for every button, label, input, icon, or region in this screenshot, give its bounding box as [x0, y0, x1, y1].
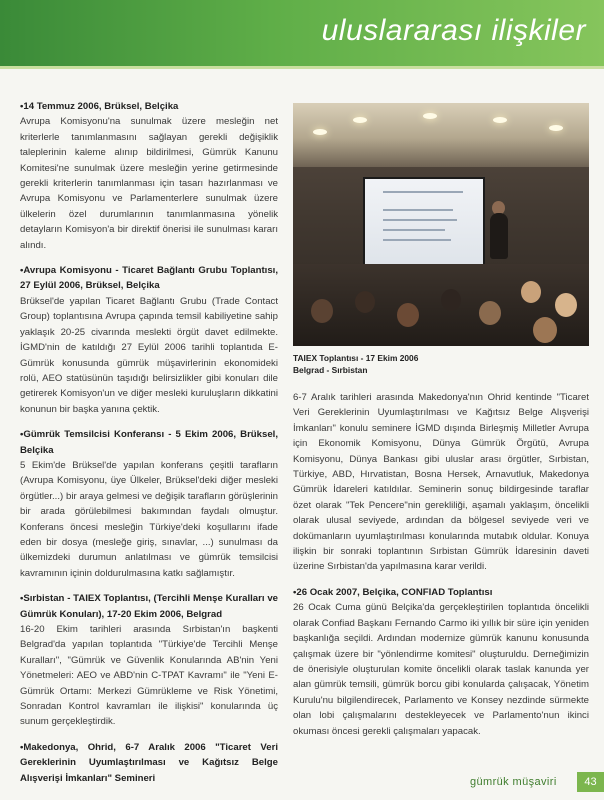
entry-title: •26 Ocak 2007, Belçika, CONFIAD Toplantısı [293, 586, 493, 598]
news-entry [20, 740, 278, 786]
news-entry [293, 585, 589, 739]
ceiling-light [353, 117, 367, 123]
news-entry [20, 591, 278, 730]
audience-head [555, 293, 577, 317]
caption-line-event: TAIEX Toplantısı - 17 Ekim 2006 [293, 353, 419, 363]
magazine-name: gümrük müşaviri [470, 776, 557, 788]
news-entry [293, 390, 589, 575]
audience-head [397, 303, 419, 327]
projection-screen [363, 177, 485, 267]
entry-body: Brüksel'de yapılan Ticaret Bağlantı Grubu (Trade Contact Group) toplantısına Avrupa çapında temsil kabiliyetine sahip yaklaşık 20-25 civarında meslekti örgüt davet edilmekte. İGMD'nin de katıldığı 27 Eylül 2006 tarihli toplantıda E-Gümrük konusunda gümrük müşavirlerinin ekonomideki rolü, AEO statüsünün taşıdığı belirsizlikler gibi konuları dile getirerek Komisyon'un ve diğer mesleki kuruluşların dikkatini konunun bir başka yanına çektik. [20, 295, 278, 415]
entry-body: 16-20 Ekim tarihleri arasında Sırbistan'ın başkenti Belgrad'da yapılan toplantıda "Türkiye'de Tercihli Menşe Kuralları", "Gümrük ve Güvenlik Konularında AB'nin Yeni Yönetmeleri: AEO ve ABD'nin C-TPAT Kavramı" ile "Yeni E-Gümrük Ortamı: Merkezi Gümrükleme ve Risk Yönetimi, Sonradan Kontrol kavramları ile ilişkisi" konularında üç sunum gerçekleştirdik. [20, 624, 278, 728]
entry-title: •14 Temmuz 2006, Brüksel, Belçika [20, 101, 179, 112]
audience-head [311, 299, 333, 323]
section-header-banner [0, 0, 604, 66]
speaker-figure [490, 213, 508, 259]
page-number: 43 [577, 772, 604, 792]
photo-ceiling [293, 103, 589, 167]
news-entry [20, 263, 278, 417]
photo-caption [293, 352, 418, 376]
entry-title: •Gümrük Temsilcisi Konferansı - 5 Ekim 2006, Brüksel, Belçika [20, 429, 278, 456]
entry-body: 6-7 Aralık tarihleri arasında Makedonya'nın Ohrid kentinde "Ticaret Veri Gereklerinin Uyumlaştırılması ve Kağıtsız Belge Alışverişi İmkanları" konulu seminere İGMD dışında Birleşmiş Milletler Avrupa için Ekonomik Komisyonu, Dünya Gümrük Örgütü, Avrupa Komisyonu, Dünya Bankası gibi uluslar arası örgütler, Sırbistan, Türkiye, ABD, Hırvatistan, Bosna Hersek, Arnavutluk, Makedonya Gümrük İdareleri katıldılar. Seminerin sonuç bildirgesinde taraflar özet olarak "Tek Pencere"nin gerekliliği, aşamalı yaklaşım, öncelikli olarak ulusal seviyede, ardından da bölgesel seviyede veri ve dokümanların uyumlaştırılması konularında mutabık oldular. Konuya ilişkin bir sonraki toplantının Sırbistan Gümrük İdaresinin daveti üzerine Sırbistan'da yapılmasına karar verildi. [293, 392, 589, 573]
entry-title: •Avrupa Komisyonu - Ticaret Bağlantı Grubu Toplantısı, 27 Eylül 2006, Brüksel, Belçika [20, 265, 278, 292]
section-title: uluslararası ilişkiler [321, 14, 586, 47]
right-text-column [293, 390, 589, 749]
entry-body: 26 Ocak Cuma günü Belçika'da gerçekleştirilen toplantıda öncelikli olarak Confiad Başkanı Fernando Carmo iki yıllık bir süre için yeniden başkanlığa seçildi. Ardından modernize gümrük kanunu konusunda çalışmak üzere bir "yönlendirme komitesi" oluşturuldu. Derneğimizin de önerisiyle oluşturulan komite öncelikli olarak taslak kanunda yer alan gümrük temsili, gümrük borcu gibi konularda çalışacak, Yönetim Kurulu'nu bilgilendirecek, Parlamento ve Konsey nezdinde sürmekte olan lobi çalışmalarını destekleyecek ve Parlamento'nun ikinci okuması öncesi gerekli çalışmaları yapacak. [293, 602, 589, 737]
entry-body: 5 Ekim'de Brüksel'de yapılan konferans çeşitli tarafların (Avrupa Komisyonu, üye Ülkeler, Brüksel'deki diğer mesleki örgütler...) bir araya gelmesi ve değişik tarafların görüşlerinin bir arada görülebilmesi bakımından faydalı olmuştur. Konferans öncesi mesleğin Türkiye'deki koşullarını ifade eden bir dosya (mesleğe giriş, sınavlar, ...) sunulması da ülkemizdeki durumun anlatılması ve gümrük temsilcisi kavramının içinin doldurulmasına katkı sağlamıştır. [20, 459, 278, 579]
audience-head [441, 289, 461, 311]
audience-head [533, 317, 557, 343]
caption-line-location: Belgrad - Sırbistan [293, 365, 368, 375]
audience-head [521, 281, 541, 303]
entry-body: Avrupa Komisyonu'na sunulmak üzere mesleğin net kriterlerle tanımlanmasını sağlayan gerekli değişiklik taleplerinin kaleme alınıp bildirilmesi, Gümrük Kanunu Komitesi'ne sunulmak üzere mesleğin yerine getirmesinde gerekli kriterlerin tanımlanması için tasarı hazırlanması ve Avrupa Komisyonu ve Parlamenterlere sunulmak üzere ülkelerin özel durumlarının tanımlanmasına yönelik detayların Komisyon'a bir direktif önerisi ile sunulması kararı alındı. [20, 116, 278, 251]
ceiling-light [493, 117, 507, 123]
header-divider [0, 66, 604, 69]
entry-title: •Makedonya, Ohrid, 6-7 Aralık 2006 "Ticaret Veri Gereklerinin Uyumlaştırılması ve Kağıtsız Belge Alışverişi İmkanları" Semineri [20, 741, 278, 784]
left-text-column [20, 99, 278, 796]
news-entry [20, 99, 278, 253]
audience-head [355, 291, 375, 313]
ceiling-light [313, 129, 327, 135]
meeting-photo [293, 103, 589, 346]
ceiling-light [423, 113, 437, 119]
entry-title: •Sırbistan - TAIEX Toplantısı, (Tercihli Menşe Kuralları ve Gümrük Konuları), 17-20 Ekim 2006, Belgrad [20, 593, 278, 620]
audience-head [479, 301, 501, 325]
news-entry [20, 427, 278, 581]
ceiling-light [549, 125, 563, 131]
